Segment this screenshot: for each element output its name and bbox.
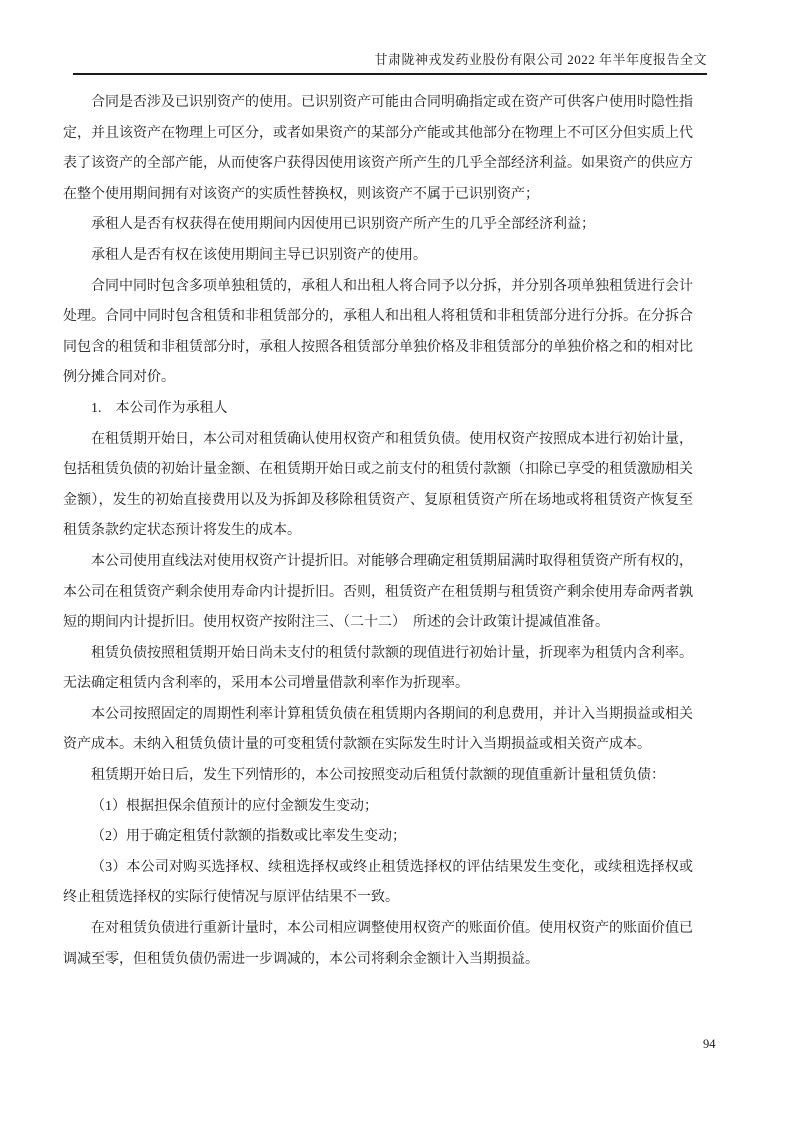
paragraph: 合同是否涉及已识别资产的使用。已识别资产可能由合同明确指定或在资产可供客户使用时隐性指定，并且该资产在物理上可区分，或者如果资产的某部分产能或其他部分在物理上不可区分但实质上代表了该资产的全部产能，从而使客户获得因使用该资产所产生的几乎全部经济利益。如果资产的供应方在整个使用期间拥有对该资产的实质性替换权，则该资产不属于已识别资产； <box>63 95 693 202</box>
page-number: 94 <box>703 1037 716 1051</box>
paragraph: 租赁负债按照租赁期开始日尚未支付的租赁付款额的现值进行初始计量，折现率为租赁内含利率。无法确定租赁内含利率的，采用本公司增量借款利率作为折现率。 <box>63 645 693 692</box>
list-item: （3）本公司对购买选择权、续租选择权或终止租赁选择权的评估结果发生变化，或续租选择权或终止租赁选择权的实际行使情况与原评估结果不一致。 <box>63 859 693 906</box>
paragraph: 在对租赁负债进行重新计量时，本公司相应调整使用权资产的账面价值。使用权资产的账面价值已调减至零，但租赁负债仍需进一步调减的，本公司将剩余金额计入当期损益。 <box>63 921 693 967</box>
paragraph: 合同中同时包含多项单独租赁的，承租人和出租人将合同予以分拆，并分别各项单独租赁进行会计处理。合同中同时包含租赁和非租赁部分的，承租人和出租人将租赁和非租赁部分进行分拆。在分拆合同包含的租赁和非租赁部分时，承租人按照各租赁部分单独价格及非租赁部分的单独价格之和的相对比例分摊合同对价。 <box>63 278 693 386</box>
paragraph: 本公司使用直线法对使用权资产计提折旧。对能够合理确定租赁期届满时取得租赁资产所有权的，本公司在租赁资产剩余使用寿命内计提折旧。否则，租赁资产在租赁期与租赁资产剩余使用寿命两者孰短的期间内计提折旧。使用权资产按附注三、（二十二） 所述的会计政策计提减值准备。 <box>63 553 693 631</box>
list-item: （1）根据担保余值预计的应付金额发生变动； <box>91 798 378 814</box>
paragraph: 承租人是否有权获得在使用期间内因使用已识别资产所产生的几乎全部经济利益； <box>91 217 595 233</box>
paragraph: 在租赁期开始日，本公司对租赁确认使用权资产和租赁负债。使用权资产按照成本进行初始计量，包括租赁负债的初始计量金额、在租赁期开始日或之前支付的租赁付款额（扣除已享受的租赁激励相关金额），发生的初始直接费用以及为拆卸及移除租赁资产、复原租赁资产所在场地或将租赁资产恢复至租赁条款约定状态预计将发生的成本。 <box>63 431 693 539</box>
section-heading-lessee: 1. 本公司作为承租人 <box>91 400 228 416</box>
document-body <box>63 88 693 975</box>
paragraph: 租赁期开始日后，发生下列情形的，本公司按照变动后租赁付款额的现值重新计量租赁负债： <box>91 768 665 784</box>
paragraph: 本公司按照固定的周期性利率计算租赁负债在租赁期内各期间的利息费用，并计入当期损益或相关资产成本。未纳入租赁负债计量的可变租赁付款额在实际发生时计入当期损益或相关资产成本。 <box>63 706 693 753</box>
paragraph: 承租人是否有权在该使用期间主导已识别资产的使用。 <box>91 247 427 263</box>
page-header-title: 甘肃陇神戎发药业股份有限公司 2022 年半年度报告全文 <box>374 52 707 67</box>
header-rule <box>73 73 707 75</box>
list-item: （2）用于确定租赁付款额的指数或比率发生变动； <box>91 829 406 845</box>
